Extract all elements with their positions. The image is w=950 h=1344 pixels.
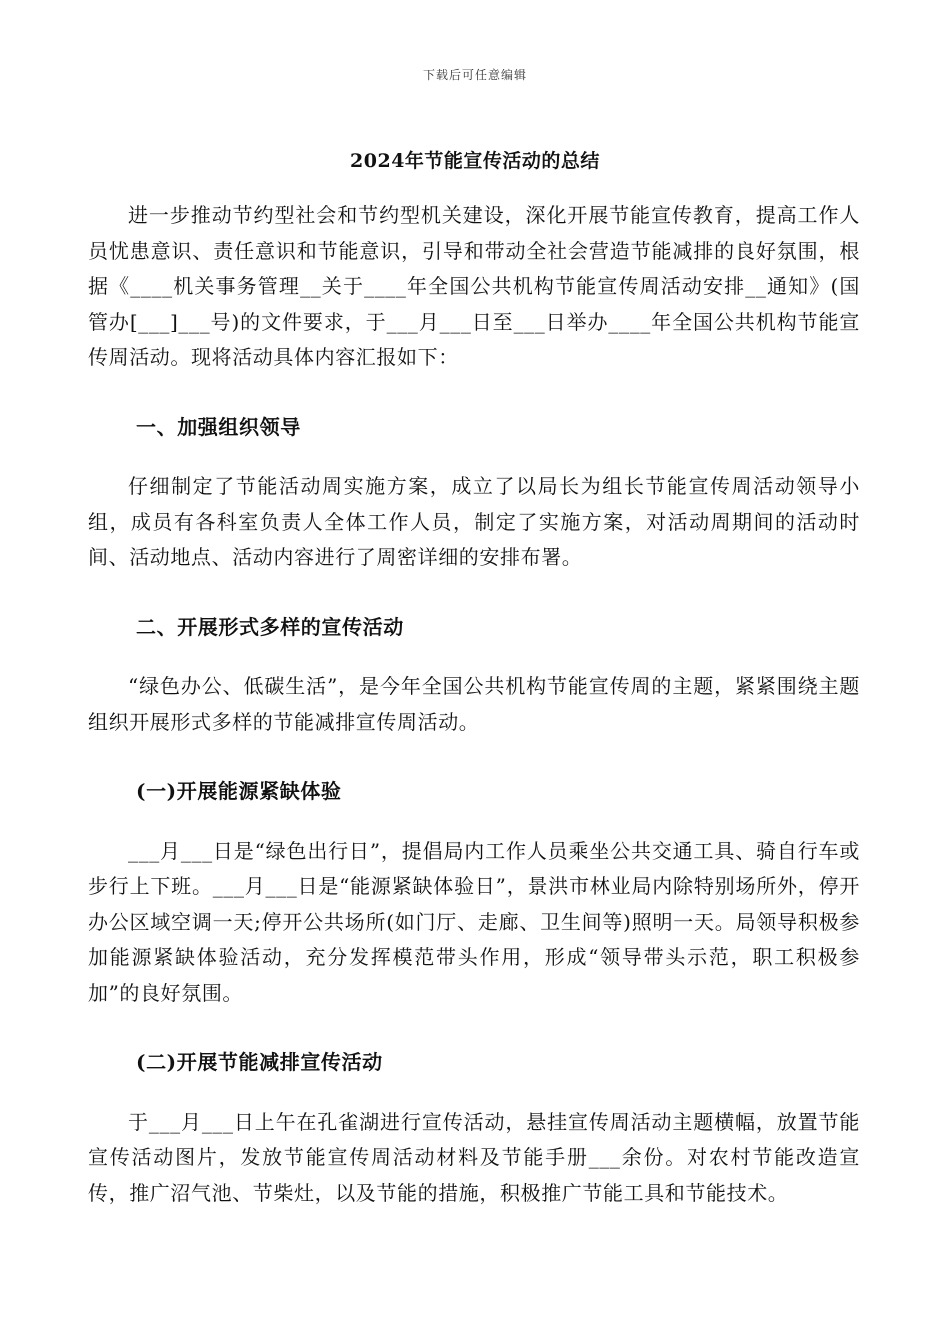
section-paragraph-3: ___月___日是“绿色出行日”，提倡局内工作人员乘坐公共交通工具、骑自行车或步行上下班。___月___日是“能源紧缺体验日”，景洪市林业局内除特别场所外，停开办公区域空调一天;停开公共场所(如门厅、走廊、卫生间等)照明一天。局领导积极参加能源紧缺体验活动，充分发挥模范带头作用，形成“领导带头示范，职工积极参加”的良好氛围。 (88, 838, 860, 1005)
intro-paragraph: 进一步推动节约型社会和节约型机关建设，深化开展节能宣传教育，提高工作人员忧患意识、责任意识和节能意识，引导和带动全社会营造节能减排的良好氛围，根据《____机关事务管理__关于____年全国公共机构节能宣传周活动安排__通知》(国管办[___]___号)的文件要求，于___月___日至___日举办____年全国公共机构节能宣传周活动。现将活动具体内容汇报如下： (88, 203, 860, 369)
section-paragraph-1: 仔细制定了节能活动周实施方案，成立了以局长为组长节能宣传周活动领导小组，成员有各科室负责人全体工作人员，制定了实施方案，对活动周期间的活动时间、活动地点、活动内容进行了周密详细的安排布署。 (88, 474, 860, 569)
section-heading-2: 二、开展形式多样的宣传活动 (136, 614, 404, 639)
section-heading-3: (一)开展能源紧缺体验 (136, 779, 342, 803)
section-heading-1: 一、加强组织领导 (136, 414, 301, 439)
section-paragraph-4: 于___月___日上午在孔雀湖进行宣传活动，悬挂宣传周活动主题横幅，放置节能宣传活动图片，发放节能宣传周活动材料及节能手册___余份。对农村节能改造宣传，推广沼气池、节柴灶，以及节能的措施，积极推广节能工具和节能技术。 (88, 1109, 860, 1205)
document-body (88, 198, 860, 1211)
watermark: 下载后可任意编辑 (422, 68, 527, 82)
document-title: 2024年节能宣传活动的总结 (350, 150, 600, 172)
section-paragraph-2: “绿色办公、低碳生活”，是今年全国公共机构节能宣传周的主题，紧紧围绕主题组织开展形式多样的节能减排宣传周活动。 (88, 674, 860, 734)
section-heading-4: (二)开展节能减排宣传活动 (136, 1050, 383, 1074)
